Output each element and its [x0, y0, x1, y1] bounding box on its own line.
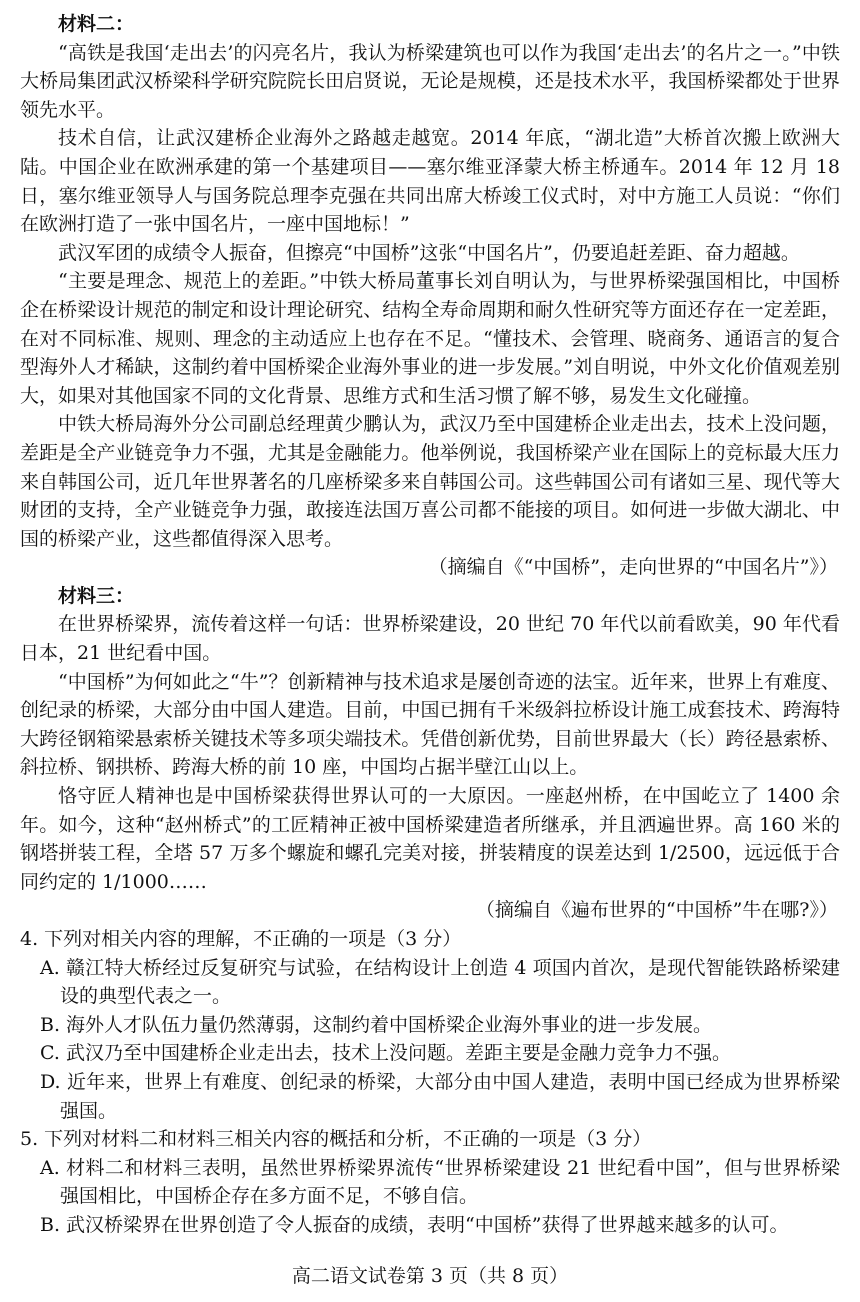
- material-two-paragraph: “主要是理念、规范上的差距。”中铁大桥局董事长刘自明认为，与世界桥梁强国相比，中国桥企在桥梁设计规范的制定和设计理论研究、结构全寿命周期和耐久性研究等方面还存在一定差距，在对不同标准、规则、理念的主动适应上也存在不足。“懂技术、会管理、晓商务、通语言的复合型海外人才稀缺，这制约着中国桥梁企业海外事业的进一步发展。”刘自明说，中外文化价值观差别大，如果对其他国家不同的文化背景、思维方式和生活习惯了解不够，易发生文化碰撞。: [20, 270, 840, 407]
- material-three-paragraph: 恪守匠人精神也是中国桥梁获得世界认可的一大原因。一座赵州桥，在中国屹立了 1400 余年。如今，这种“赵州桥式”的工匠精神正被中国桥梁建造者所继承，并且洒遍世界。高 160 米的钢塔拼装工程，全塔 57 万多个螺旋和螺孔完美对接，拼装精度的误差达到 1/2500，远远低于合同约定的 1/1000……: [20, 785, 840, 893]
- question-5-stem: 5. 下列对材料二和材料三相关内容的概括和分析，不正确的一项是（3 分）: [20, 1128, 652, 1151]
- question-5-option-a: A. 材料二和材料三表明，虽然世界桥梁界流传“世界桥梁建设 21 世纪看中国”，但与世界桥梁强国相比，中国桥企存在多方面不足，不够自信。: [40, 1156, 840, 1208]
- material-two-paragraph: 中铁大桥局海外分公司副总经理黄少鹏认为，武汉乃至中国建桥企业走出去，技术上没问题，差距是全产业链竞争力不强，尤其是金融能力。他举例说，我国桥梁产业在国际上的竞标最大压力来自韩国公司，近几年世界著名的几座桥梁多来自韩国公司。这些韩国公司有诸如三星、现代等大财团的支持，全产业链竞争力强，敢接连法国万喜公司都不能接的项目。如何进一步做大湖北、中国的桥梁产业，这些都值得深入思考。: [20, 413, 840, 550]
- material-two-paragraph: 技术自信，让武汉建桥企业海外之路越走越宽。2014 年底，“湖北造”大桥首次搬上欧洲大陆。中国企业在欧洲承建的第一个基建项目——塞尔维亚泽蒙大桥主桥通车。2014 年 12 月 18 日，塞尔维亚领导人与国务院总理李克强在共同出席大桥竣工仪式时，对中方施工人员说：“你们在欧洲打造了一张中国名片，一座中国地标！”: [20, 127, 840, 236]
- page-footer: 高二语文试卷第 3 页（共 8 页）: [291, 1265, 569, 1287]
- material-two-heading: 材料二：: [58, 13, 135, 35]
- question-4-option-b: B. 海外人才队伍力量仍然薄弱，这制约着中国桥梁企业海外事业的进一步发展。: [40, 1013, 713, 1036]
- question-4-stem: 4. 下列对相关内容的理解，不正确的一项是（3 分）: [20, 928, 462, 950]
- question-4-option-c: C. 武汉乃至中国建桥企业走出去，技术上没问题。差距主要是金融力竞争力不强。: [40, 1042, 731, 1065]
- material-two-paragraph: 武汉军团的成绩令人振奋，但擦亮“中国桥”这张“中国名片”，仍要追赶差距、奋力超越。: [58, 241, 800, 264]
- question-4-option-d: D. 近年来，世界上有难度、创纪录的桥梁，大部分由中国人建造，表明中国已经成为世界桥梁强国。: [40, 1070, 840, 1122]
- material-two-paragraph: “高铁是我国‘走出去’的闪亮名片，我认为桥梁建筑也可以作为我国‘走出去’的名片之一。”中铁大桥局集团武汉桥梁科学研究院院长田启贤说，无论是规模，还是技术水平，我国桥梁都处于世界领先水平。: [20, 41, 840, 121]
- material-three-source: （摘编自《遍布世界的“中国桥”牛在哪?》）: [475, 899, 838, 922]
- material-two-source: （摘编自《“中国桥”，走向世界的“中国名片”》）: [428, 556, 838, 579]
- material-three-heading: 材料三：: [58, 584, 135, 607]
- material-three-paragraph: 在世界桥梁界，流传着这样一句话：世界桥梁建设，20 世纪 70 年代以前看欧美，90 年代看日本，21 世纪看中国。: [20, 613, 840, 665]
- question-4-option-a: A. 赣江特大桥经过反复研究与试验，在结构设计上创造 4 项国内首次，是现代智能铁路桥梁建设的典型代表之一。: [40, 956, 840, 1008]
- question-5-option-b: B. 武汉桥梁界在世界创造了令人振奋的成绩，表明“中国桥”获得了世界越来越多的认可。: [40, 1213, 789, 1236]
- material-three-paragraph: “中国桥”为何如此之“牛”？创新精神与技术追求是屡创奇迹的法宝。近年来，世界上有难度、创纪录的桥梁，大部分由中国人建造。目前，中国已拥有千米级斜拉桥设计施工成套技术、跨海特大跨径钢箱梁悬索桥关键技术等多项尖端技术。凭借创新优势，目前世界最大（长）跨径悬索桥、斜拉桥、钢拱桥、跨海大桥的前 10 座，中国均占据半壁江山以上。: [20, 670, 840, 779]
